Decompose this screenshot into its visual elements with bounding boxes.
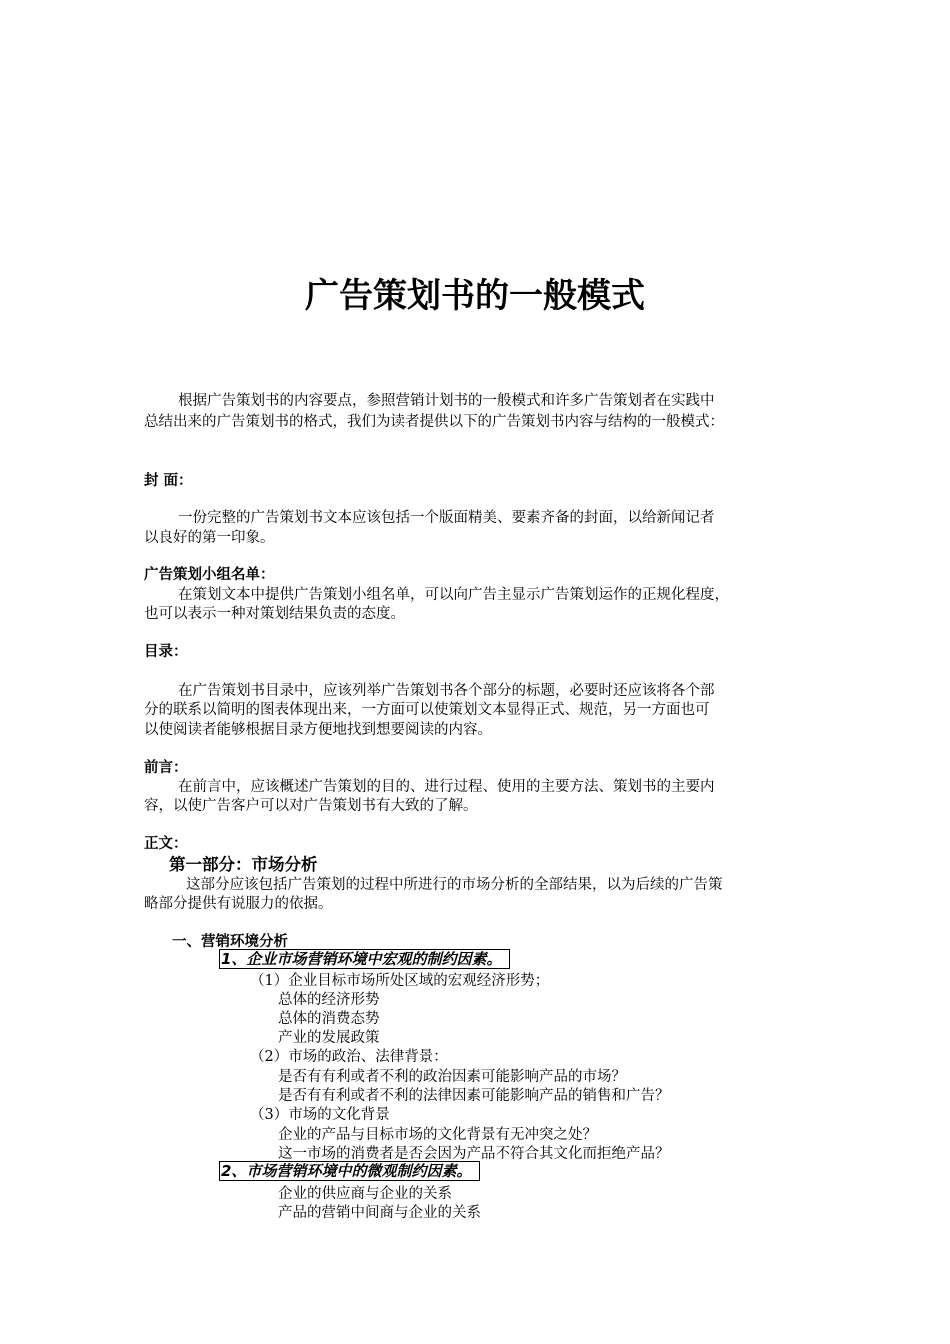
- list-item: 总体的经济形势: [278, 992, 380, 1008]
- toc-text: 以使阅读者能够根据目录方便地找到想要阅读的内容。: [144, 722, 492, 738]
- list-item: （3）市场的文化背景: [250, 1107, 390, 1123]
- section-title: 一、营销环境分析: [172, 934, 288, 950]
- team-text: 也可以表示一种对策划结果负责的态度。: [144, 606, 405, 622]
- body-heading: 正文：: [144, 836, 188, 852]
- cover-text: 以良好的第一印象。: [144, 530, 275, 546]
- list-item: （2）市场的政治、法律背景：: [250, 1049, 448, 1065]
- toc-heading: 目录：: [144, 644, 188, 660]
- macro-factors-heading: 1、企业市场营销环境中宏观的制约因素。: [219, 949, 510, 969]
- preface-text: 在前言中，应该概述广告策划的目的、进行过程、使用的主要方法、策划书的主要内: [178, 779, 715, 795]
- list-item: 是否有有利或者不利的法律因素可能影响产品的销售和广告？: [278, 1088, 670, 1104]
- part-text: 略部分提供有说服力的依据。: [144, 896, 333, 912]
- cover-heading: 封 面：: [144, 473, 193, 489]
- page-title: 广告策划书的一般模式: [305, 276, 645, 316]
- team-heading: 广告策划小组名单：: [144, 567, 275, 583]
- toc-text: 分的联系以简明的图表体现出来，一方面可以使策划文本显得正式、规范，另一方面也可: [144, 702, 710, 718]
- cover-text: 一份完整的广告策划书文本应该包括一个版面精美、要素齐备的封面，以给新闻记者: [178, 510, 715, 526]
- toc-text: 在广告策划书目录中，应该列举广告策划书各个部分的标题，必要时还应该将各个部: [178, 683, 715, 699]
- part-text: 这部分应该包括广告策划的过程中所进行的市场分析的全部结果，以为后续的广告策: [186, 877, 723, 893]
- team-text: 在策划文本中提供广告策划小组名单，可以向广告主显示广告策划运作的正规化程度，: [178, 587, 729, 603]
- list-item: 总体的消费态势: [278, 1011, 380, 1027]
- list-item: 企业的供应商与企业的关系: [278, 1186, 452, 1202]
- intro-line: 根据广告策划书的内容要点，参照营销计划书的一般模式和许多广告策划者在实践中: [178, 393, 715, 409]
- list-item: 产品的营销中间商与企业的关系: [278, 1205, 481, 1221]
- preface-heading: 前言：: [144, 760, 188, 776]
- intro-line: 总结出来的广告策划书的格式，我们为读者提供以下的广告策划书内容与结构的一般模式：: [144, 414, 724, 430]
- part-title: 第一部分：市场分析: [169, 855, 318, 874]
- list-item: 是否有有利或者不利的政治因素可能影响产品的市场？: [278, 1069, 626, 1085]
- list-item: 这一市场的消费者是否会因为产品不符合其文化而拒绝产品？: [278, 1146, 670, 1162]
- micro-factors-heading: 2、市场营销环境中的微观制约因素。: [219, 1161, 480, 1181]
- list-item: （1）企业目标市场所处区域的宏观经济形势；: [250, 973, 550, 989]
- list-item: 产业的发展政策: [278, 1030, 380, 1046]
- preface-text: 容，以使广告客户可以对广告策划书有大致的了解。: [144, 798, 478, 814]
- list-item: 企业的产品与目标市场的文化背景有无冲突之处？: [278, 1127, 597, 1143]
